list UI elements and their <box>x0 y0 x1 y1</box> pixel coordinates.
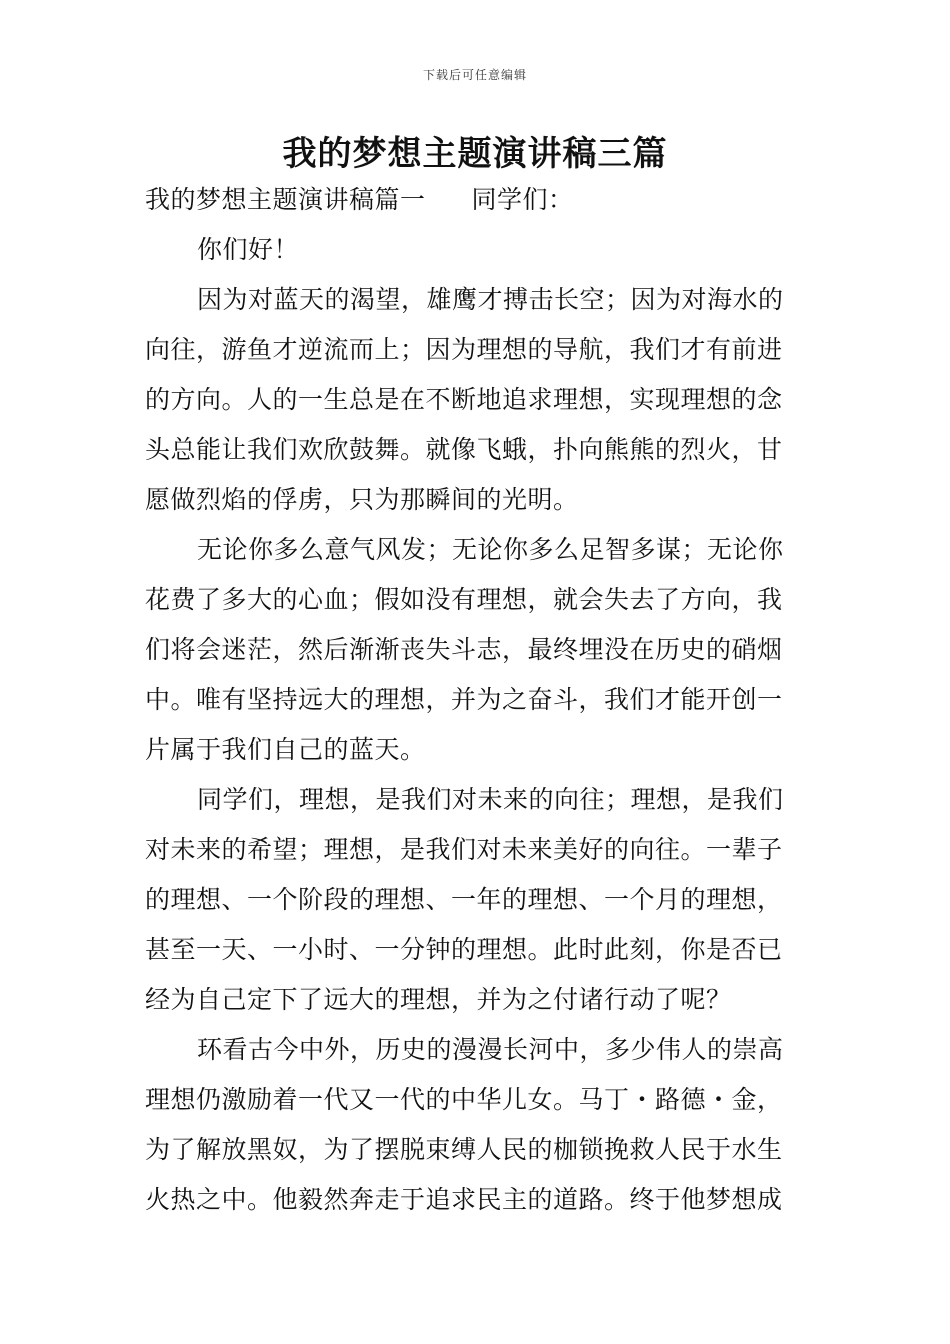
paragraph-line: 你们好！ <box>197 235 300 264</box>
subheading-part2: 同学们： <box>471 185 574 214</box>
document-title: 我的梦想主题演讲稿三篇 <box>282 134 668 174</box>
paragraph-line: 同学们，理想，是我们对未来的向往；理想，是我们 <box>197 785 784 814</box>
paragraph-line: 的理想、一个阶段的理想、一年的理想、一个月的理想， <box>145 885 783 914</box>
paragraph-line: 的方向。人的一生总是在不断地追求理想，实现理想的念 <box>145 385 783 414</box>
paragraph-line: 理想仍激励着一代又一代的中华儿女。马丁・路德・金， <box>145 1085 783 1114</box>
paragraph-line: 为了解放黑奴，为了摆脱束缚人民的枷锁挽救人民于水生 <box>145 1135 783 1164</box>
paragraph-line: 花费了多大的心血；假如没有理想，就会失去了方向，我 <box>145 585 783 614</box>
subheading-line <box>145 175 807 225</box>
paragraph-line: 们将会迷茫，然后渐渐丧失斗志，最终埋没在历史的硝烟 <box>145 635 783 664</box>
paragraph-line: 因为对蓝天的渴望，雄鹰才搏击长空；因为对海水的 <box>197 285 784 314</box>
paragraph-line: 头总能让我们欢欣鼓舞。就像飞蛾，扑向熊熊的烈火，甘 <box>145 435 783 464</box>
document-body <box>145 175 807 1225</box>
subheading-part1: 我的梦想主题演讲稿篇一 <box>145 185 426 214</box>
paragraph-line: 向往，游鱼才逆流而上；因为理想的导航，我们才有前进 <box>145 335 783 364</box>
paragraph-line: 无论你多么意气风发；无论你多么足智多谋；无论你 <box>197 535 784 564</box>
paragraph-line: 经为自己定下了远大的理想，并为之付诸行动了呢？ <box>145 985 732 1014</box>
paragraph-line: 火热之中。他毅然奔走于追求民主的道路。终于他梦想成 <box>145 1185 783 1214</box>
paragraph-line: 片属于我们自己的蓝天。 <box>145 735 426 764</box>
paragraph-line: 中。唯有坚持远大的理想，并为之奋斗，我们才能开创一 <box>145 685 783 714</box>
paragraph-line: 甚至一天、一小时、一分钟的理想。此时此刻，你是否已 <box>145 935 783 964</box>
paragraph-line: 环看古今中外，历史的漫漫长河中，多少伟人的崇高 <box>197 1035 784 1064</box>
paragraph-line: 愿做烈焰的俘虏，只为那瞬间的光明。 <box>145 485 579 514</box>
paragraph-line: 对未来的希望；理想，是我们对未来美好的向往。一辈子 <box>145 835 783 864</box>
header-note: 下载后可任意编辑 <box>422 68 527 82</box>
